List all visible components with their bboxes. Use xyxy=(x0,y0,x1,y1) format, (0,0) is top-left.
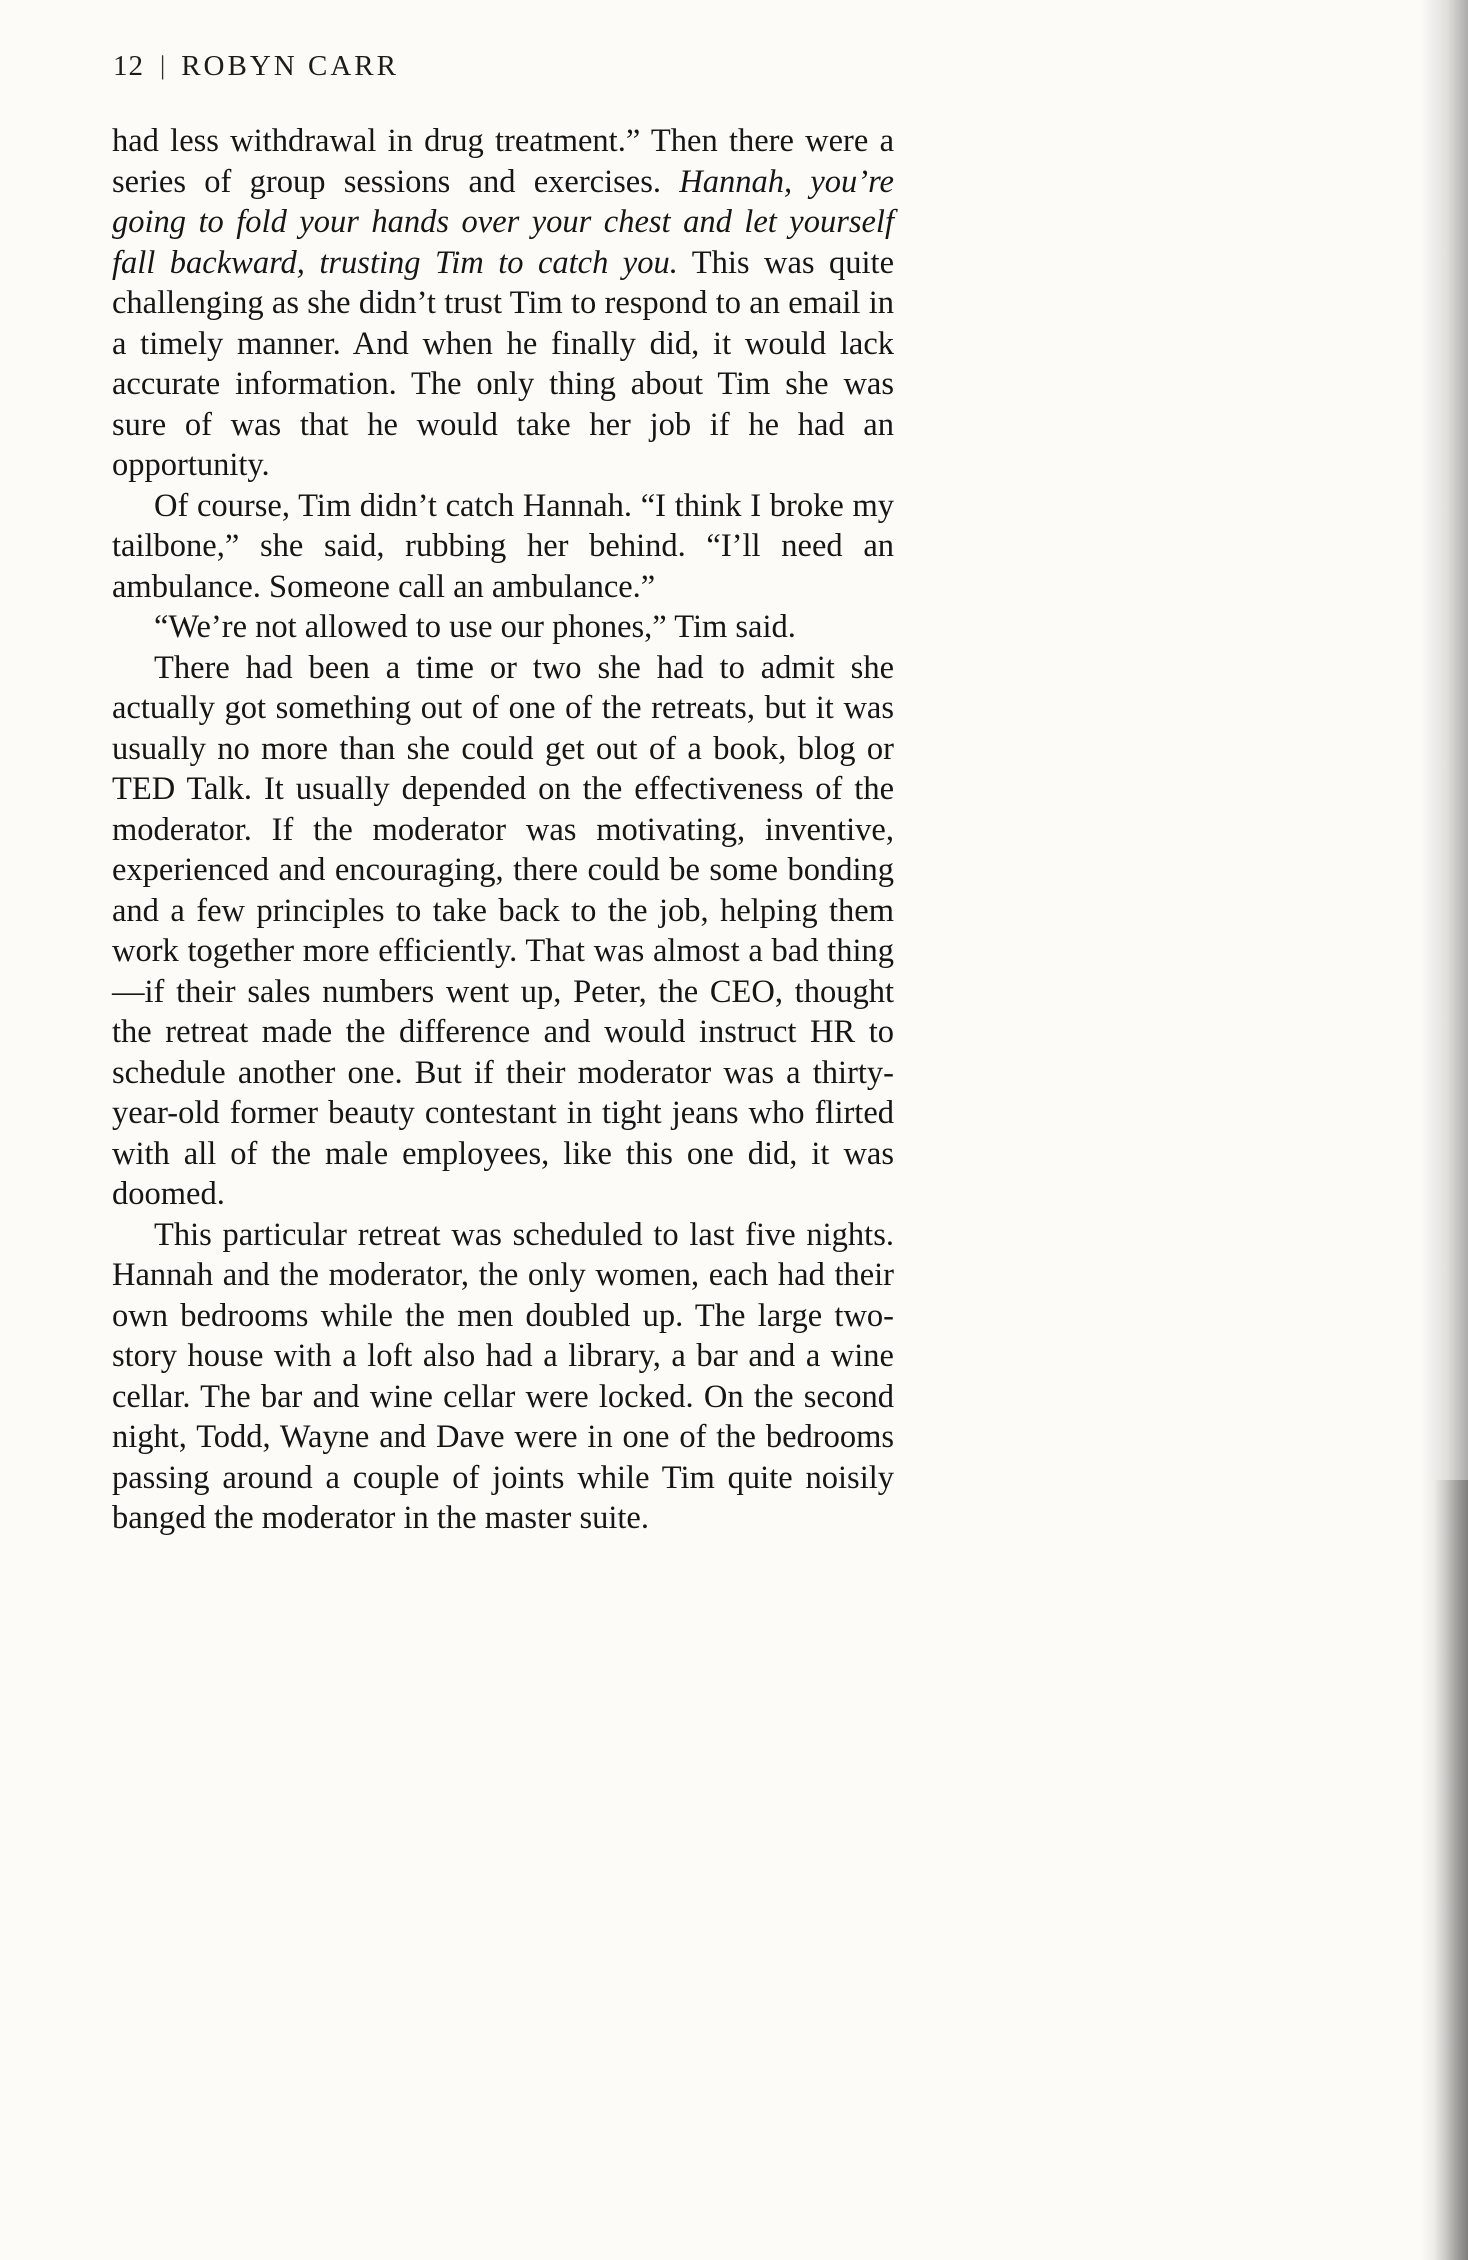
running-title: ROBYN CARR xyxy=(181,50,399,82)
running-header xyxy=(113,50,399,83)
paragraph xyxy=(112,486,894,608)
page-number: 12 xyxy=(113,50,144,82)
italic-text-segment: Hannah, you’re going to fold your hands over your chest and let yourself fall backward, trusting Tim to catch you. xyxy=(112,163,894,281)
page-edge-shadow-lower xyxy=(1434,1480,1468,2260)
paragraph xyxy=(112,121,894,486)
text-segment: “We’re not allowed to use our phones,” Tim said. xyxy=(154,609,796,645)
paragraph xyxy=(112,648,894,1215)
header-separator: | xyxy=(160,51,166,80)
page-body xyxy=(112,121,894,1539)
text-segment: This was quite challenging as she didn’t trust Tim to respond to an email in a timely manner. And when he finally did, it would lack accurate information. The only thing about Tim she was sure of was that he would take her job if he had an opportunity. xyxy=(112,244,894,483)
paragraph xyxy=(112,607,894,648)
page-edge-shadow xyxy=(1420,0,1468,2260)
text-segment: This particular retreat was scheduled to last five nights. Hannah and the moderator, the only women, each had their own bedrooms while the men doubled up. The large two-story house with a loft also had a library, a bar and a wine cellar. The bar and wine cellar were locked. On the second night, Todd, Wayne and Dave were in one of the bedrooms passing around a couple of joints while Tim quite noisily banged the moderator in the master suite. xyxy=(112,1216,894,1536)
text-segment: had less withdrawal in drug treatment.” Then there were a series of group sessions and exercises. xyxy=(112,123,894,200)
paragraph xyxy=(112,1215,894,1539)
text-segment: Of course, Tim didn’t catch Hannah. “I think I broke my tailbone,” she said, rubbing her behind. “I’ll need an ambulance. Someone call an ambulance.” xyxy=(112,487,894,605)
text-segment: There had been a time or two she had to admit she actually got something out of one of the retreats, but it was usually no more than she could get out of a book, blog or TED Talk. It usually depended on the effectiveness of the moderator. If the moderator was motivating, inventive, experienced and encouraging, there could be some bonding and a few principles to take back to the job, helping them work together more efficiently. That was almost a bad thing—if their sales numbers went up, Peter, the CEO, thought the retreat made the difference and would instruct HR to schedule another one. But if their moderator was a thirty-year-old former beauty contestant in tight jeans who flirted with all of the male employees, like this one did, it was doomed. xyxy=(112,649,894,1212)
